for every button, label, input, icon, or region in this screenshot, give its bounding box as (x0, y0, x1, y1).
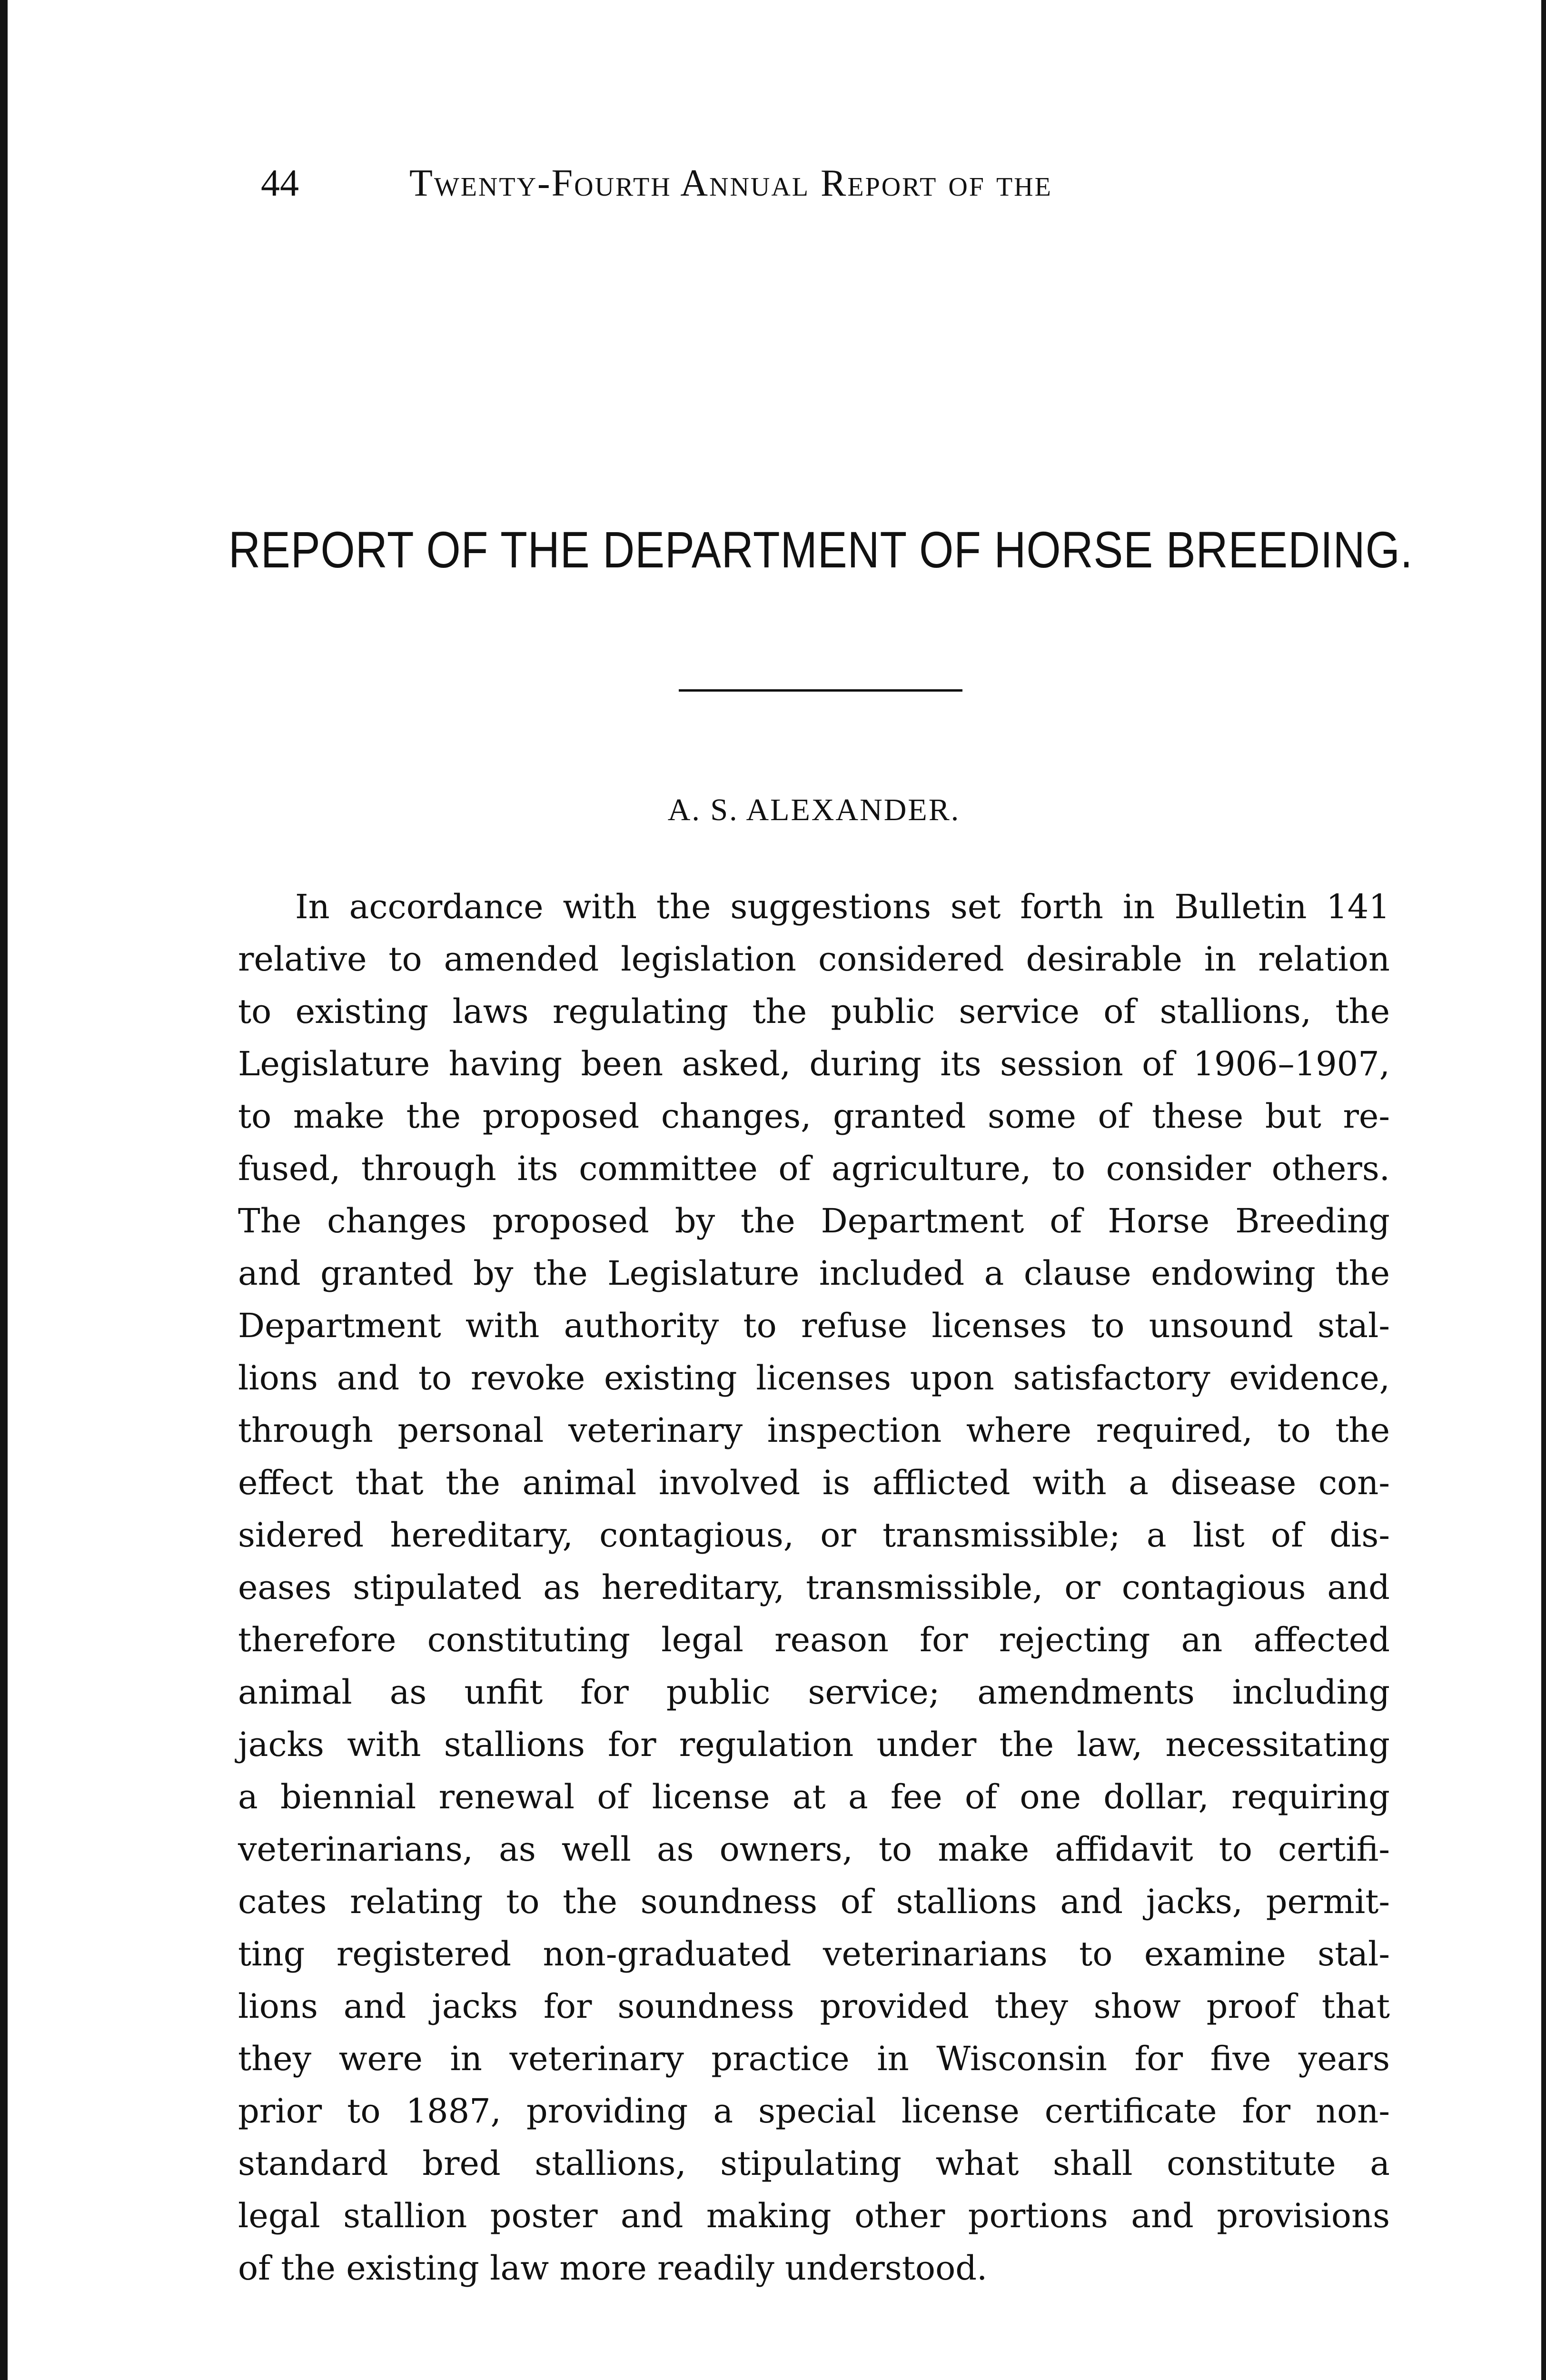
paragraph-line: relative to amended legislation considered desirable in relation (238, 940, 1390, 979)
paragraph-line: eases stipulated as hereditary, transmissible, or contagious and (238, 1568, 1390, 1607)
paragraph-line: legal stallion poster and making other portions and provisions (238, 2196, 1390, 2235)
paragraph-line: Department with authority to refuse licenses to unsound stal- (238, 1306, 1390, 1345)
paragraph-line: they were in veterinary practice in Wisconsin for five years (238, 2039, 1390, 2078)
running-header (261, 162, 1403, 214)
paragraph-line: animal as unfit for public service; amendments including (238, 1673, 1390, 1712)
paragraph-line: jacks with stallions for regulation under the law, necessitating (238, 1725, 1390, 1764)
paragraph-line: and granted by the Legislature included a clause endowing the (238, 1254, 1390, 1293)
paragraph-line: sidered hereditary, contagious, or transmissible; a list of dis- (238, 1516, 1390, 1555)
author-byline: A. S. ALEXANDER. (667, 793, 961, 827)
paragraph-line: standard bred stallions, stipulating what shall constitute a (238, 2144, 1390, 2183)
paragraph-line: Legislature having been asked, during its session of 1906–1907, (238, 1044, 1390, 1083)
paragraph-line: through personal veterinary inspection where required, to the (238, 1411, 1390, 1450)
page-number: 44 (261, 162, 299, 204)
paragraph-line: a biennial renewal of license at a fee of one dollar, requiring (238, 1777, 1390, 1816)
paragraph-line: cates relating to the soundness of stallions and jacks, permit- (238, 1882, 1390, 1921)
paragraph-line: veterinarians, as well as owners, to make affidavit to certifi- (238, 1830, 1390, 1869)
paragraph-line: to make the proposed changes, granted some of these but re- (238, 1097, 1390, 1136)
running-title: Twenty-Fourth Annual Report of the (409, 162, 1052, 204)
paragraph-line: to existing laws regulating the public service of stallions, the (238, 992, 1390, 1031)
paragraph-line: prior to 1887, providing a special license certificate for non- (238, 2092, 1390, 2131)
paragraph-line: therefore constituting legal reason for rejecting an affected (238, 1620, 1390, 1659)
title-divider-rule (679, 689, 962, 692)
report-title: REPORT OF THE DEPARTMENT OF HORSE BREEDING. (228, 521, 1413, 578)
paragraph-line: The changes proposed by the Department of Horse Breeding (238, 1201, 1390, 1240)
paragraph-line: ting registered non-graduated veterinarians to examine stal- (238, 1934, 1390, 1973)
paragraph-line: In accordance with the suggestions set forth in Bulletin 141 (295, 887, 1390, 926)
scan-border-left (0, 0, 8, 2380)
body-paragraph (238, 881, 1390, 2294)
paragraph-line: of the existing law more readily understood. (238, 2249, 988, 2288)
scan-border-right (1541, 0, 1546, 2380)
paragraph-line: fused, through its committee of agriculture, to consider others. (238, 1149, 1390, 1188)
paragraph-line: lions and jacks for soundness provided they show proof that (238, 1987, 1390, 2026)
paragraph-line: effect that the animal involved is afflicted with a disease con- (238, 1463, 1390, 1502)
paragraph-line: lions and to revoke existing licenses upon satisfactory evidence, (238, 1359, 1390, 1398)
